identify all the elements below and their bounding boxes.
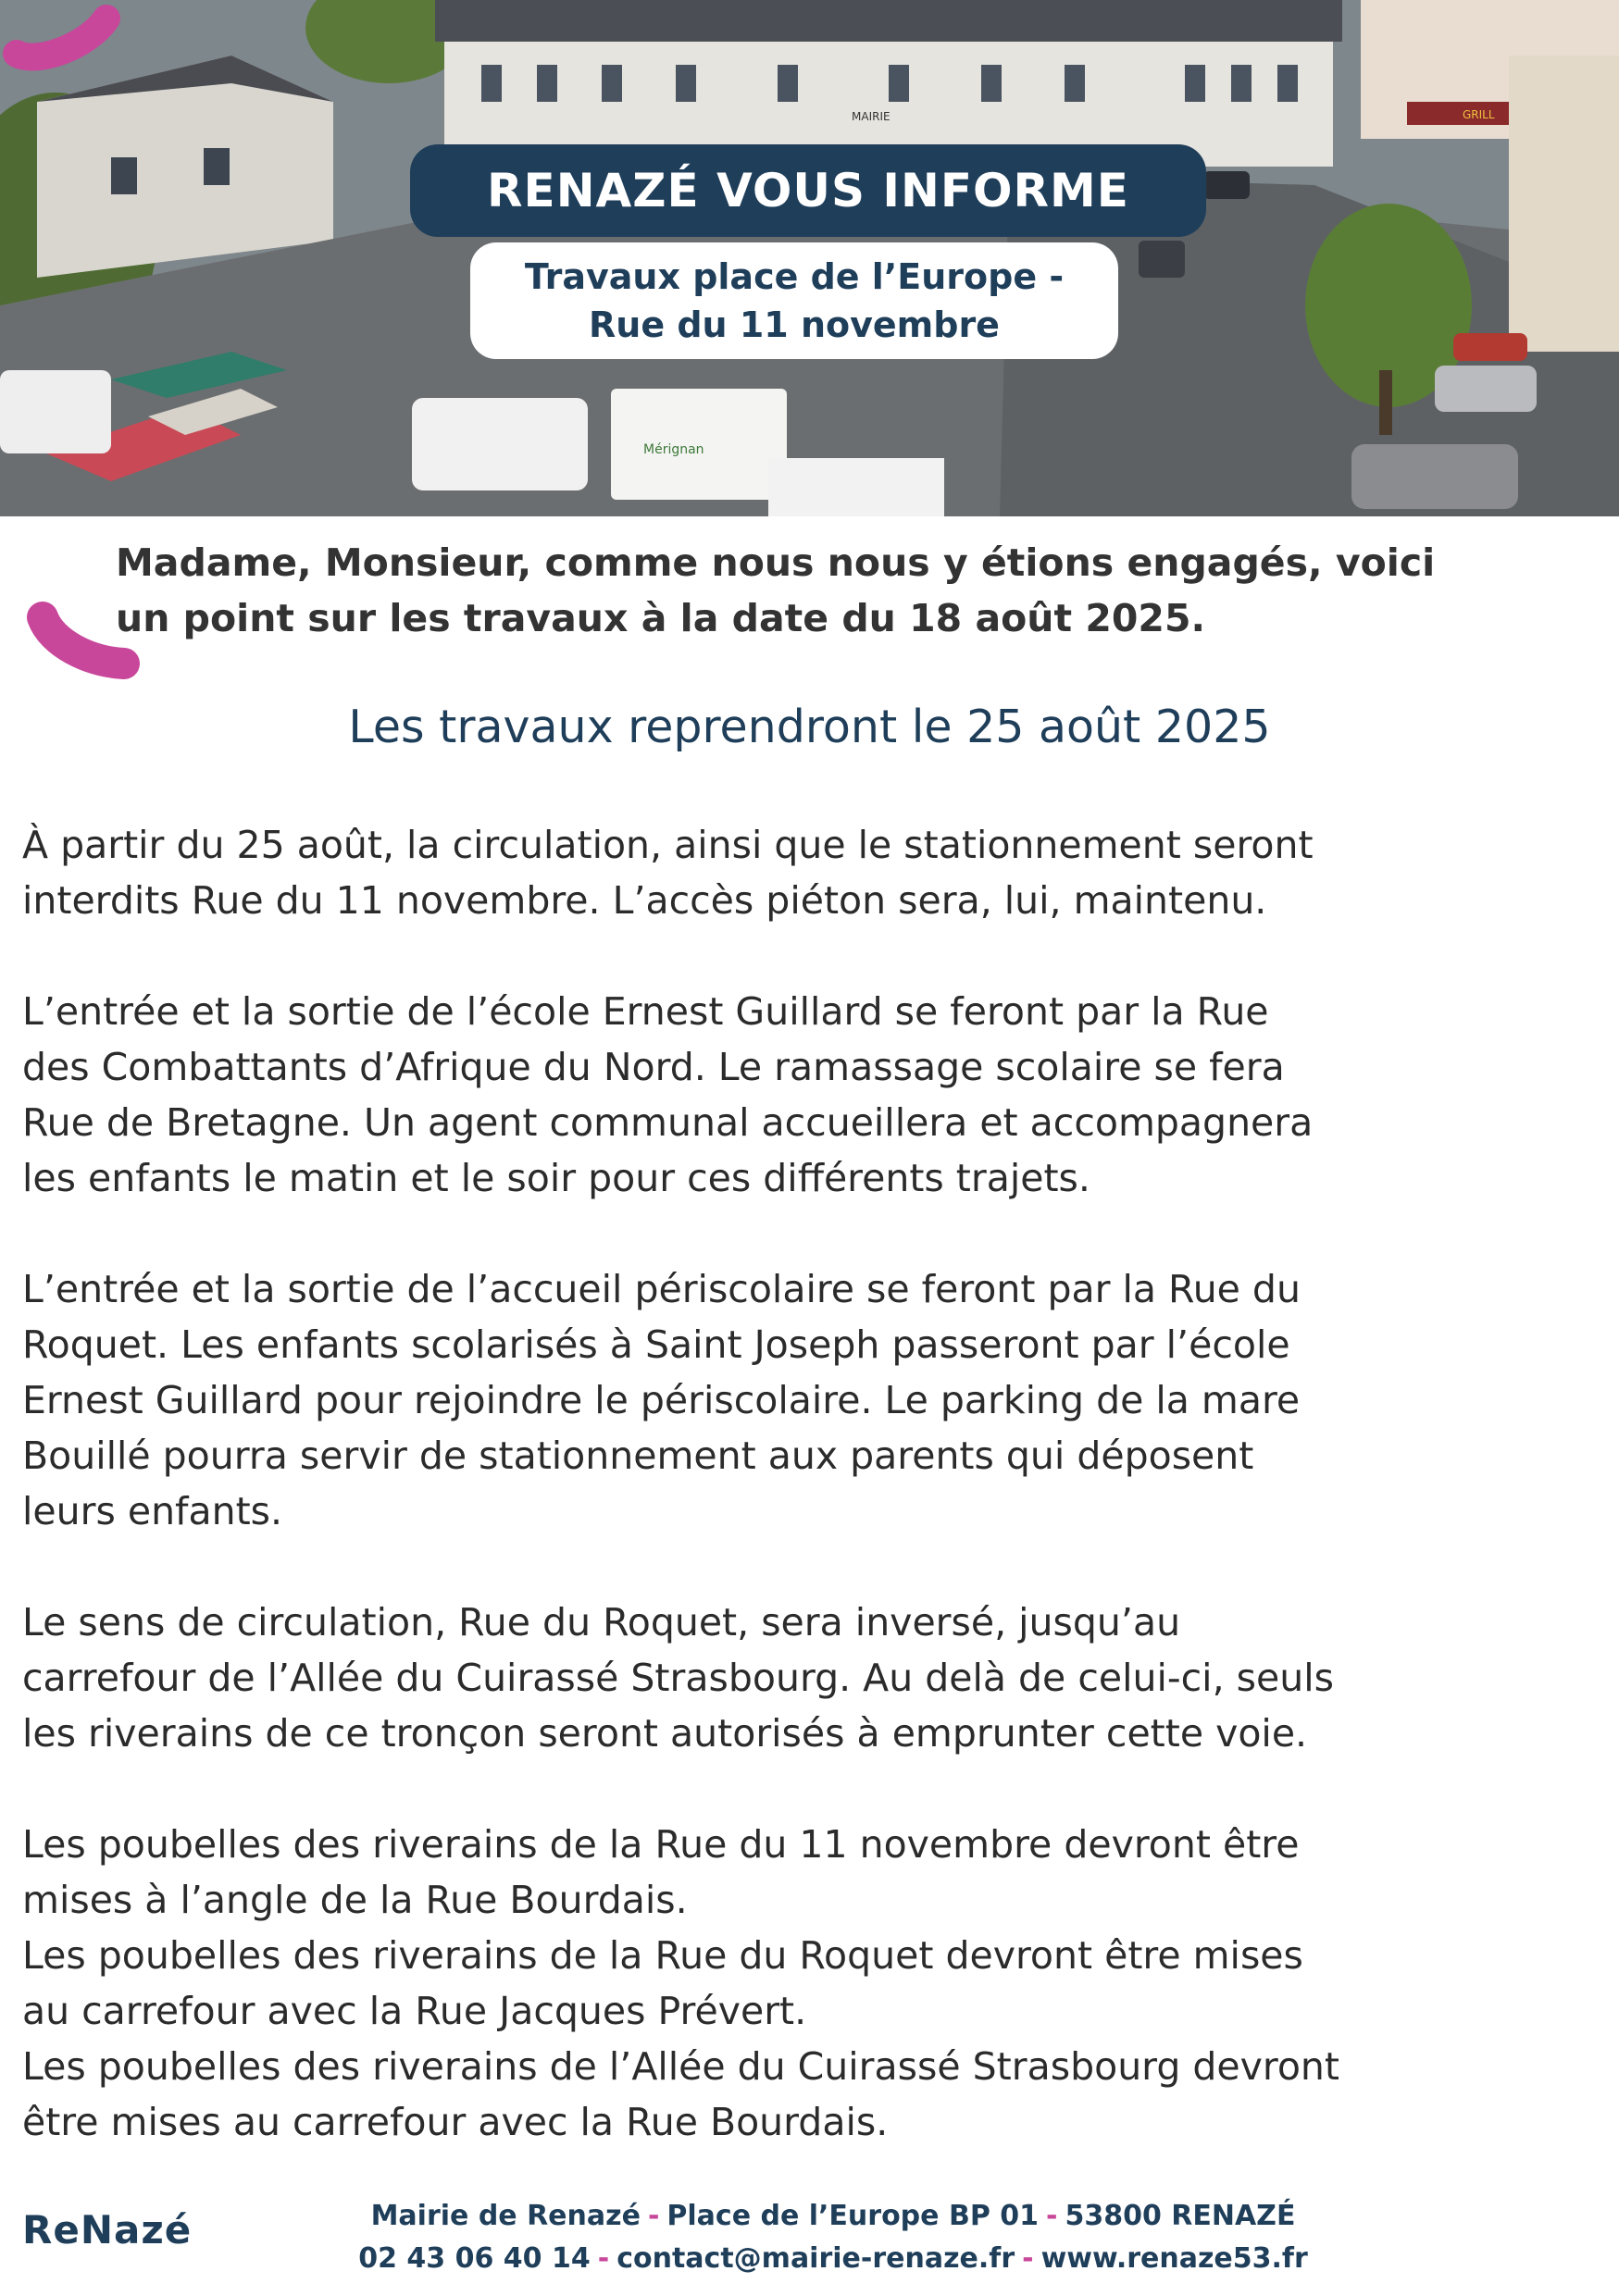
text-line: au carrefour avec la Rue Jacques Prévert. xyxy=(22,1989,807,2033)
text-line: Roquet. Les enfants scolarisés à Saint Joseph passeront par l’école xyxy=(22,1322,1290,1367)
footer-mairie: Mairie de Renazé xyxy=(370,2200,641,2232)
footer-separator: - xyxy=(647,2200,660,2232)
banner-title: RENAZÉ VOUS INFORME xyxy=(410,144,1206,237)
footer-contact xyxy=(278,2195,1389,2280)
banner-subtitle-line2: Rue du 11 novembre xyxy=(589,304,1000,345)
banner-subtitle-line1: Travaux place de l’Europe - xyxy=(524,256,1065,297)
text-line: Ernest Guillard pour rejoindre le périscolaire. Le parking de la mare xyxy=(22,1378,1301,1422)
text-line: L’entrée et la sortie de l’accueil périscolaire se feront par la Rue du xyxy=(22,1267,1301,1311)
header-photo xyxy=(0,0,1619,516)
footer-email-link[interactable]: contact@mairie-renaze.fr xyxy=(616,2242,1015,2275)
intro-line: un point sur les travaux à la date du 18 août 2025. xyxy=(116,596,1206,640)
text-line: carrefour de l’Allée du Cuirassé Strasbourg. Au delà de celui-ci, seuls xyxy=(22,1656,1334,1700)
footer-place: Place de l’Europe BP 01 xyxy=(666,2200,1039,2232)
banner-subtitle xyxy=(470,242,1118,359)
section-subtitle: Les travaux reprendront le 25 août 2025 xyxy=(348,701,1271,753)
footer-separator: - xyxy=(1022,2242,1034,2275)
magenta-swoosh-decoration xyxy=(0,0,120,74)
trailer-sign: Mérignan xyxy=(643,442,704,457)
text-line: Les poubelles des riverains de la Rue du Roquet devront être mises xyxy=(22,1933,1303,1978)
text-line: Le sens de circulation, Rue du Roquet, sera inversé, jusqu’au xyxy=(22,1600,1181,1644)
footer-phone[interactable]: 02 43 06 40 14 xyxy=(358,2242,591,2275)
text-line: interdits Rue du 11 novembre. L’accès piéton sera, lui, maintenu. xyxy=(22,878,1267,923)
footer-contact-line xyxy=(278,2238,1389,2280)
renaze-logo: ReNazé xyxy=(22,2207,193,2253)
paragraph xyxy=(22,1817,1600,2150)
body-text xyxy=(22,817,1600,2150)
text-line: L’entrée et la sortie de l’école Ernest Guillard se feront par la Rue xyxy=(22,989,1269,1034)
text-line: Les poubelles des riverains de l’Allée du Cuirassé Strasbourg devront xyxy=(22,2044,1339,2089)
shop-sign: GRILL xyxy=(1463,108,1495,121)
paragraph xyxy=(22,1595,1600,1761)
intro-line: Madame, Monsieur, comme nous nous y étions engagés, voici xyxy=(116,540,1436,585)
paragraph xyxy=(22,817,1600,928)
footer-separator: - xyxy=(597,2242,610,2275)
text-line: les riverains de ce tronçon seront autorisés à emprunter cette voie. xyxy=(22,1711,1308,1756)
text-line: mises à l’angle de la Rue Bourdais. xyxy=(22,1878,688,1922)
intro-text xyxy=(116,535,1541,646)
footer-separator: - xyxy=(1046,2200,1058,2232)
paragraph xyxy=(22,1261,1600,1539)
text-line: leurs enfants. xyxy=(22,1489,283,1533)
footer-address-line xyxy=(278,2195,1389,2238)
text-line: Bouillé pourra servir de stationnement aux parents qui déposent xyxy=(22,1433,1254,1478)
text-line: À partir du 25 août, la circulation, ainsi que le stationnement seront xyxy=(22,823,1314,867)
mairie-sign: MAIRIE xyxy=(852,110,890,123)
text-line: les enfants le matin et le soir pour ces différents trajets. xyxy=(22,1156,1090,1200)
text-line: Rue de Bretagne. Un agent communal accueillera et accompagnera xyxy=(22,1100,1314,1145)
text-line: être mises au carrefour avec la Rue Bourdais. xyxy=(22,2100,889,2144)
footer-postcode: 53800 RENAZÉ xyxy=(1065,2200,1296,2232)
footer-website-link[interactable]: www.renaze53.fr xyxy=(1040,2242,1308,2275)
text-line: des Combattants d’Afrique du Nord. Le ramassage scolaire se fera xyxy=(22,1045,1285,1089)
paragraph xyxy=(22,984,1600,1206)
text-line: Les poubelles des riverains de la Rue du 11 novembre devront être xyxy=(22,1822,1300,1867)
